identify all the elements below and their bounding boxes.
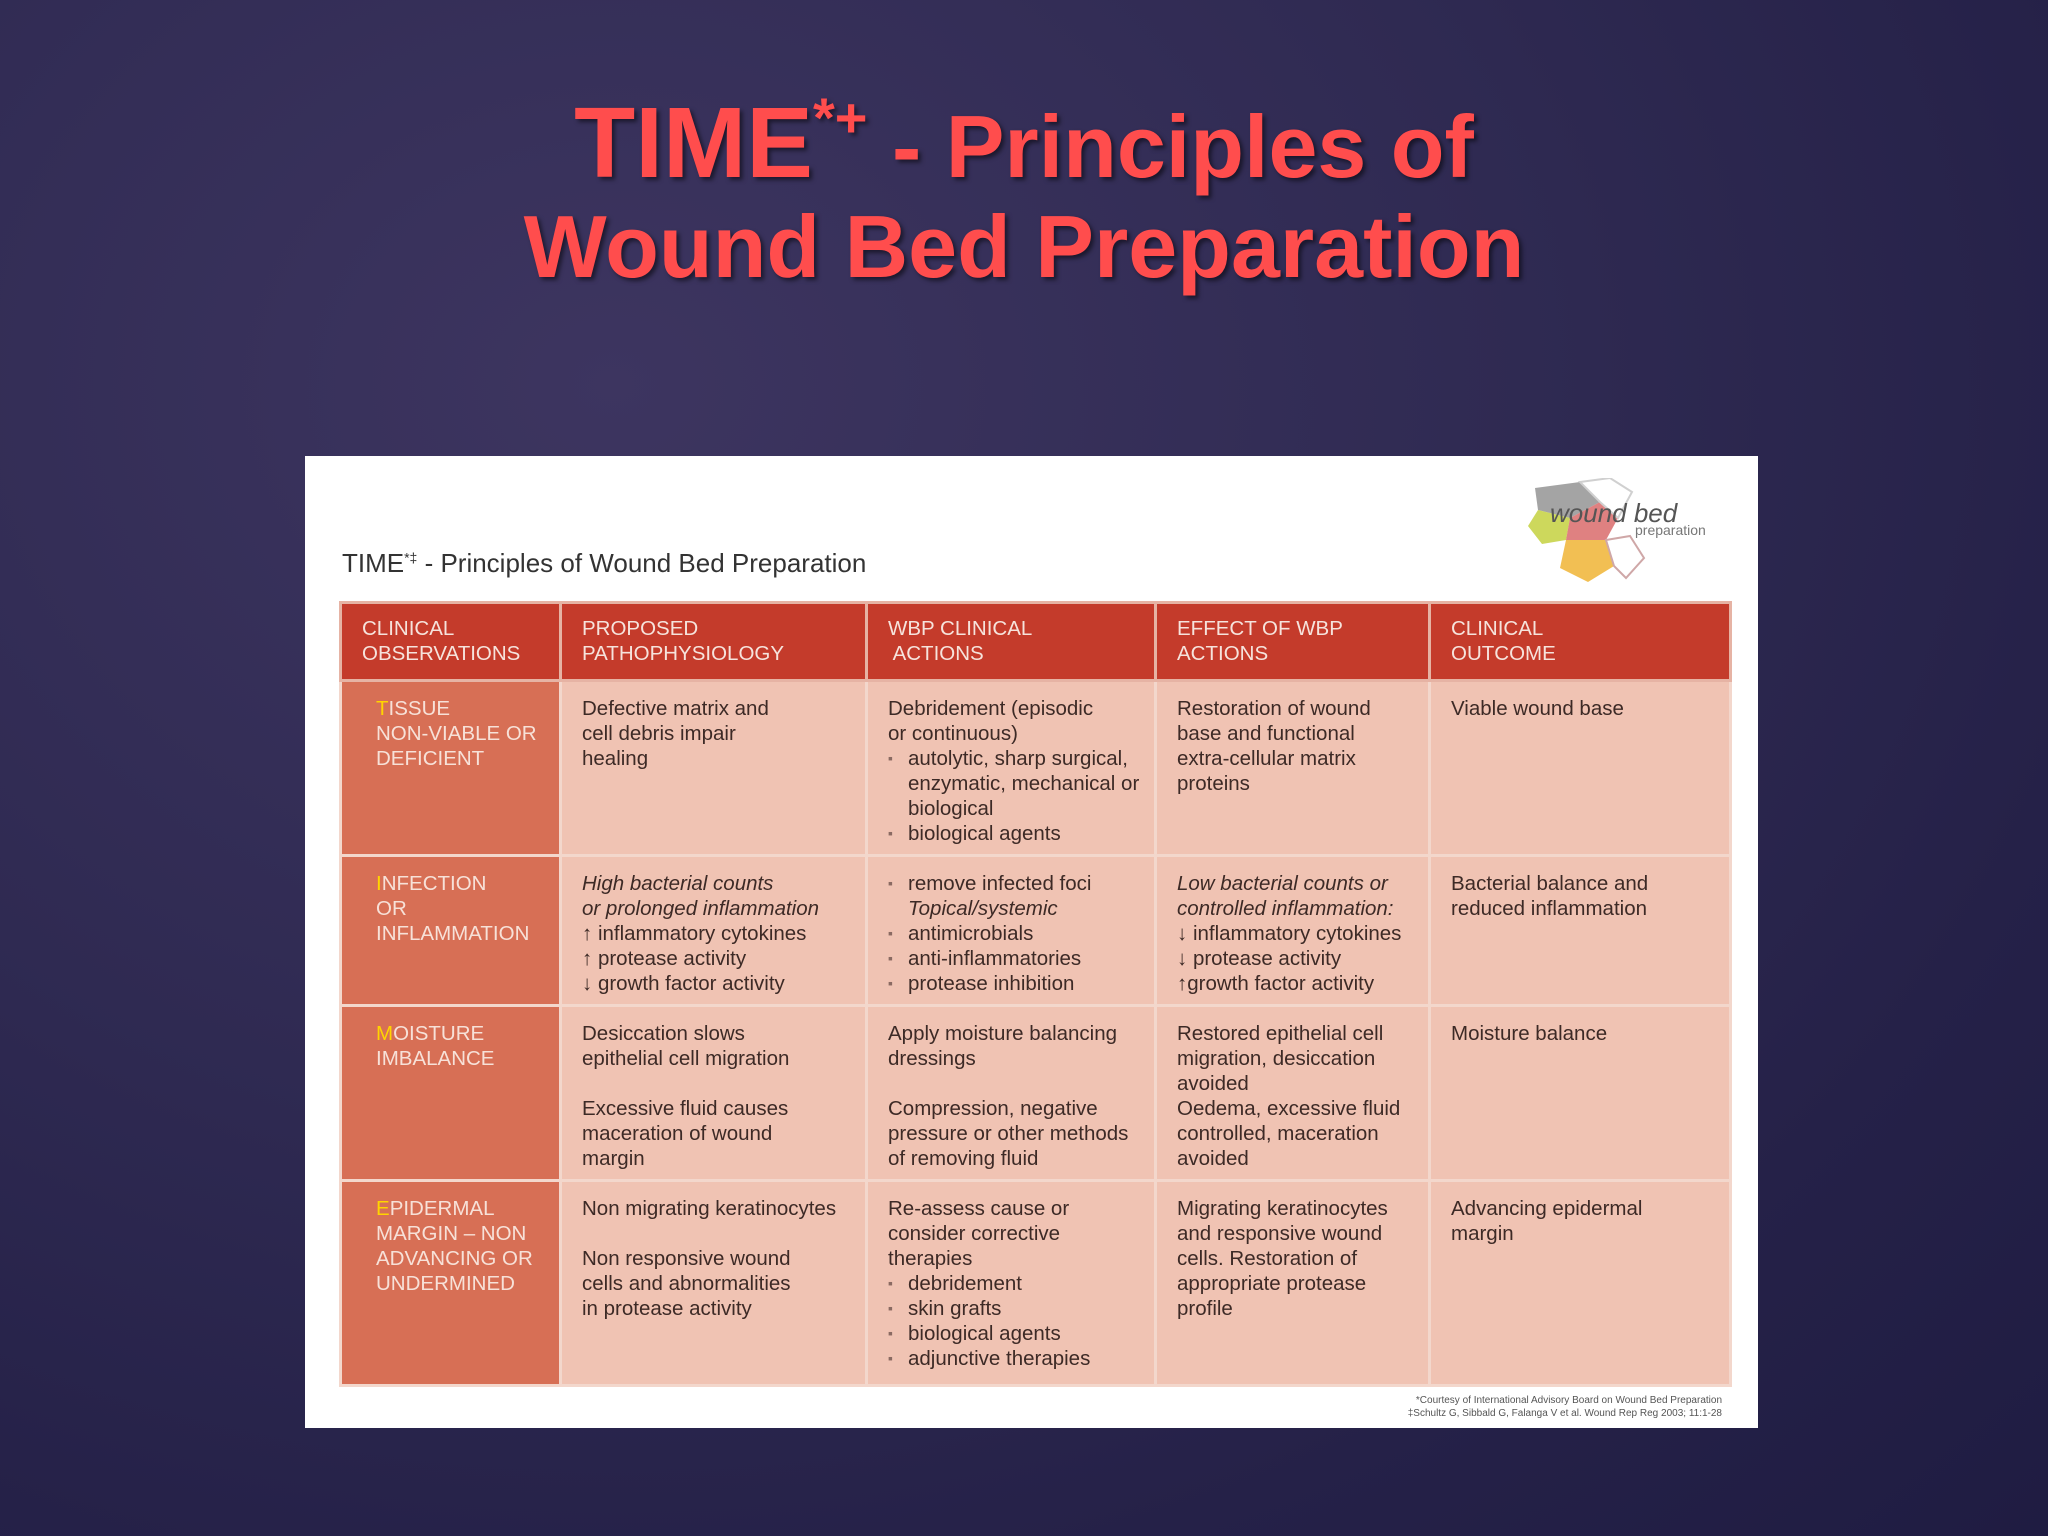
time-principles-table — [339, 601, 1732, 1387]
footnote-reference: ‡Schultz G, Sibbald G, Falanga V et al. Wound Rep Reg 2003; 11:1-28 — [1407, 1408, 1722, 1419]
logo-text-wound-bed: wound bed — [1550, 498, 1678, 528]
pathophysiology-infection: High bacterial counts or prolonged inflammation ↑ inflammatory cytokines ↑ protease activity ↓ growth factor activity — [561, 856, 867, 1006]
list-item: ▪ skin grafts — [888, 1296, 1146, 1321]
actions-tissue: Debridement (episodic or continuous) ▪ autolytic, sharp surgical, enzymatic, mechanical or biological ▪ biological agents — [867, 681, 1156, 856]
pathophysiology-tissue: Defective matrix and cell debris impair healing — [561, 681, 867, 856]
footnote-courtesy: *Courtesy of International Advisory Board on Wound Bed Preparation — [1415, 1395, 1722, 1406]
table-row-infection — [341, 856, 1731, 1006]
list-item: ▪ anti-inflammatories — [888, 946, 1146, 971]
observation-moisture: MOISTURE IMBALANCE — [341, 1006, 561, 1181]
title-rest: - Principles of — [867, 97, 1474, 196]
list-item: ▪ adjunctive therapies — [888, 1346, 1146, 1371]
actions-infection: ▪ remove infected foci Topical/systemic ▪ antimicrobials ▪ anti-inflammatories ▪ protease inhibition — [867, 856, 1156, 1006]
list-item: ▪ remove infected foci — [888, 871, 1146, 896]
table-header-row — [341, 603, 1731, 681]
table-row-tissue — [341, 681, 1731, 856]
table-title: TIME*‡ - Principles of Wound Bed Preparation — [342, 548, 867, 578]
header-clinical-observations: CLINICAL OBSERVATIONS — [341, 603, 561, 681]
header-clinical-outcome: CLINICAL OUTCOME — [1430, 603, 1731, 681]
pathophysiology-moisture: Desiccation slows epithelial cell migration Excessive fluid causes maceration of wound margin — [561, 1006, 867, 1181]
list-item: ▪ antimicrobials — [888, 921, 1146, 946]
list-item: ▪ debridement — [888, 1271, 1146, 1296]
list-item: ▪ protease inhibition — [888, 971, 1146, 996]
observation-infection: INFECTION OR INFLAMMATION — [341, 856, 561, 1006]
effect-infection: Low bacterial counts or controlled inflammation: ↓ inflammatory cytokines ↓ protease activity ↑growth factor activity — [1156, 856, 1430, 1006]
list-item: ▪ autolytic, sharp surgical, enzymatic, mechanical or biological — [888, 746, 1146, 821]
observation-tissue: TISSUE NON-VIABLE OR DEFICIENT — [341, 681, 561, 856]
observation-epidermal: EPIDERMAL MARGIN – NON ADVANCING OR UNDERMINED — [341, 1181, 561, 1386]
slide-title — [0, 86, 2048, 296]
effect-moisture: Restored epithelial cell migration, desiccation avoided Oedema, excessive fluid controlled, maceration avoided — [1156, 1006, 1430, 1181]
logo-text-preparation: preparation — [1635, 522, 1706, 538]
header-proposed-pathophysiology: PROPOSED PATHOPHYSIOLOGY — [561, 603, 867, 681]
title-marks: *+ — [813, 86, 868, 149]
header-effect-of-wbp-actions: EFFECT OF WBP ACTIONS — [1156, 603, 1430, 681]
outcome-tissue: Viable wound base — [1430, 681, 1731, 856]
effect-epidermal: Migrating keratinocytes and responsive wound cells. Restoration of appropriate protease profile — [1156, 1181, 1430, 1386]
title-line2: Wound Bed Preparation — [523, 197, 1525, 296]
actions-moisture: Apply moisture balancing dressings Compression, negative pressure or other methods of removing fluid — [867, 1006, 1156, 1181]
time-table-card — [305, 456, 1758, 1428]
table-footnote — [1408, 1394, 1722, 1420]
outcome-epidermal: Advancing epidermal margin — [1430, 1181, 1731, 1386]
header-wbp-clinical-actions: WBP CLINICAL ACTIONS — [867, 603, 1156, 681]
outcome-moisture: Moisture balance — [1430, 1006, 1731, 1181]
title-main: TIME — [574, 87, 814, 199]
actions-epidermal: Re-assess cause or consider corrective therapies ▪ debridement ▪ skin grafts ▪ biological agents ▪ adjunctive therapies — [867, 1181, 1156, 1386]
list-item: ▪ biological agents — [888, 821, 1146, 846]
list-item: ▪ biological agents — [888, 1321, 1146, 1346]
effect-tissue: Restoration of wound base and functional extra-cellular matrix proteins — [1156, 681, 1430, 856]
pathophysiology-epidermal: Non migrating keratinocytes Non responsive wound cells and abnormalities in protease activity — [561, 1181, 867, 1386]
table-row-moisture — [341, 1006, 1731, 1181]
table-row-epidermal — [341, 1181, 1731, 1386]
outcome-infection: Bacterial balance and reduced inflammation — [1430, 856, 1731, 1006]
